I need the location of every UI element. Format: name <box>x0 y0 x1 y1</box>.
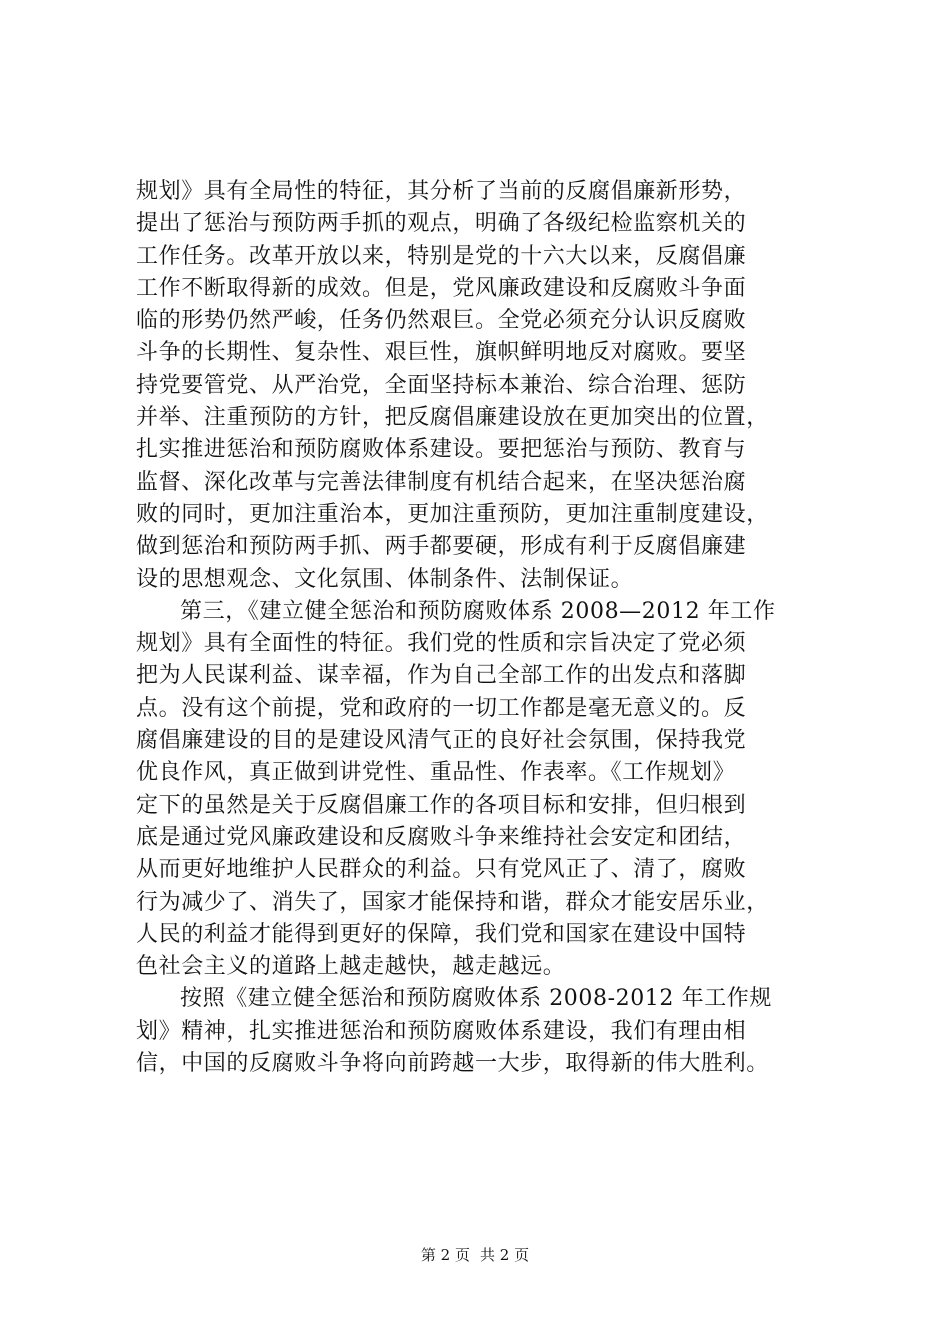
text-line: 腐倡廉建设的目的是建设风清气正的良好社会氛围，保持我党 <box>136 728 747 754</box>
paragraph-continued <box>136 176 836 596</box>
text-line: 工作不断取得新的成效。但是，党风廉政建设和反腐败斗争面 <box>136 275 747 301</box>
text-line: 扎实推进惩治和预防腐败体系建设。要把惩治与预防、教育与 <box>136 437 747 463</box>
text-line: 提出了惩治与预防两手抓的观点，明确了各级纪检监察机关的 <box>136 211 747 237</box>
paragraph-third <box>136 596 836 984</box>
text-line: 工作任务。改革开放以来，特别是党的十六大以来，反腐倡廉 <box>136 243 747 269</box>
text-line: 持党要管党、从严治党，全面坚持标本兼治、综合治理、惩防 <box>136 372 747 398</box>
text-line: 做到惩治和预防两手抓、两手都要硬，形成有利于反腐倡廉建 <box>136 534 747 560</box>
text-line: 从而更好地维护人民群众的利益。只有党风正了、清了，腐败 <box>136 857 747 883</box>
text-line: 信，中国的反腐败斗争将向前跨越一大步，取得新的伟大胜利。 <box>136 1051 769 1077</box>
text-line: 临的形势仍然严峻，任务仍然艰巨。全党必须充分认识反腐败 <box>136 308 747 334</box>
text-line: 按照《建立健全惩治和预防腐败体系 2008-2012 年工作规 <box>180 986 772 1012</box>
page-total: 共 2 页 <box>480 1246 530 1264</box>
paragraph-conclusion <box>136 983 836 1080</box>
text-line: 败的同时，更加注重治本，更加注重预防，更加注重制度建设， <box>136 501 769 527</box>
text-line: 色社会主义的道路上越走越快，越走越远。 <box>136 954 566 980</box>
text-line: 规划》具有全面性的特征。我们党的性质和宗旨决定了党必须 <box>136 631 747 657</box>
text-line: 把为人民谋利益、谋幸福，作为自己全部工作的出发点和落脚 <box>136 663 747 689</box>
text-line: 人民的利益才能得到更好的保障，我们党和国家在建设中国特 <box>136 921 747 947</box>
text-line: 优良作风，真正做到讲党性、重品性、作表率。《工作规划》 <box>136 760 736 786</box>
document-body <box>136 176 836 1080</box>
text-line: 设的思想观念、文化氛围、体制条件、法制保证。 <box>136 566 634 592</box>
text-line: 规划》具有全局性的特征，其分析了当前的反腐倡廉新形势， <box>136 179 747 204</box>
page-footer <box>0 1244 950 1265</box>
text-line: 监督、深化改革与完善法律制度有机结合起来，在坚决惩治腐 <box>136 469 747 495</box>
text-line: 点。没有这个前提，党和政府的一切工作都是毫无意义的。反 <box>136 695 747 721</box>
text-line: 划》精神，扎实推进惩治和预防腐败体系建设，我们有理由相 <box>136 1018 747 1044</box>
text-line: 行为减少了、消失了，国家才能保持和谐，群众才能安居乐业， <box>136 889 769 915</box>
text-line: 底是通过党风廉政建设和反腐败斗争来维持社会安定和团结， <box>136 824 747 850</box>
text-line: 并举、注重预防的方针，把反腐倡廉建设放在更加突出的位置， <box>136 405 769 431</box>
text-line: 第三，《建立健全惩治和预防腐败体系 2008—2012 年工作 <box>180 598 776 624</box>
text-line: 定下的虽然是关于反腐倡廉工作的各项目标和安排，但归根到 <box>136 792 747 818</box>
page-number: 第 2 页 <box>420 1246 470 1264</box>
text-line: 斗争的长期性、复杂性、艰巨性，旗帜鲜明地反对腐败。要坚 <box>136 340 747 366</box>
